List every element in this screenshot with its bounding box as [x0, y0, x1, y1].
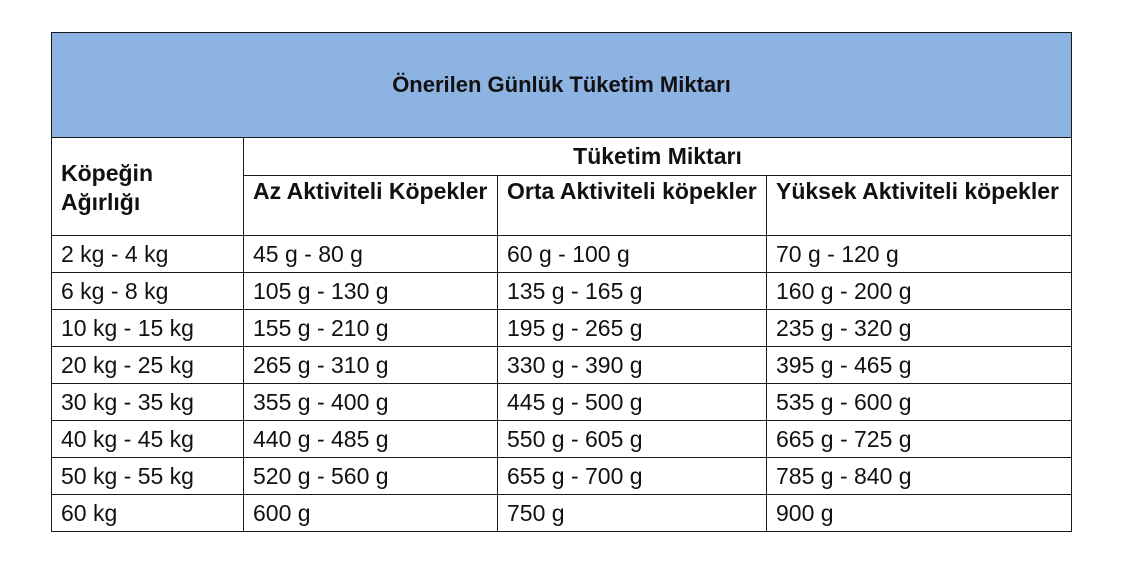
weight-cell: 6 kg - 8 kg: [52, 273, 244, 310]
low-activity-cell: 355 g - 400 g: [244, 384, 498, 421]
table-row: [52, 495, 1072, 532]
high-activity-cell: 535 g - 600 g: [767, 384, 1072, 421]
consumption-group-header: Tüketim Miktarı: [244, 138, 1072, 176]
header-row-1: [52, 138, 1072, 176]
medium-activity-cell: 135 g - 165 g: [498, 273, 767, 310]
medium-activity-cell: 655 g - 700 g: [498, 458, 767, 495]
consumption-table-wrapper: [51, 32, 1071, 532]
high-activity-cell: 160 g - 200 g: [767, 273, 1072, 310]
weight-cell: 40 kg - 45 kg: [52, 421, 244, 458]
medium-activity-cell: 445 g - 500 g: [498, 384, 767, 421]
consumption-table: [51, 32, 1072, 532]
low-activity-cell: 155 g - 210 g: [244, 310, 498, 347]
weight-cell: 60 kg: [52, 495, 244, 532]
low-activity-cell: 45 g - 80 g: [244, 236, 498, 273]
table-title: Önerilen Günlük Tüketim Miktarı: [52, 33, 1072, 138]
high-activity-cell: 665 g - 725 g: [767, 421, 1072, 458]
high-activity-cell: 235 g - 320 g: [767, 310, 1072, 347]
title-row: [52, 33, 1072, 138]
medium-activity-cell: 195 g - 265 g: [498, 310, 767, 347]
table-row: [52, 384, 1072, 421]
table-row: [52, 236, 1072, 273]
high-activity-cell: 900 g: [767, 495, 1072, 532]
weight-cell: 20 kg - 25 kg: [52, 347, 244, 384]
table-row: [52, 347, 1072, 384]
medium-activity-header: Orta Aktiviteli köpekler: [498, 176, 767, 236]
table-row: [52, 273, 1072, 310]
high-activity-cell: 70 g - 120 g: [767, 236, 1072, 273]
low-activity-cell: 440 g - 485 g: [244, 421, 498, 458]
low-activity-cell: 520 g - 560 g: [244, 458, 498, 495]
table-row: [52, 421, 1072, 458]
medium-activity-cell: 60 g - 100 g: [498, 236, 767, 273]
table-row: [52, 310, 1072, 347]
low-activity-cell: 265 g - 310 g: [244, 347, 498, 384]
high-activity-header: Yüksek Aktiviteli köpekler: [767, 176, 1072, 236]
high-activity-cell: 395 g - 465 g: [767, 347, 1072, 384]
medium-activity-cell: 330 g - 390 g: [498, 347, 767, 384]
weight-column-header: Köpeğin Ağırlığı: [52, 138, 244, 236]
medium-activity-cell: 550 g - 605 g: [498, 421, 767, 458]
weight-cell: 30 kg - 35 kg: [52, 384, 244, 421]
low-activity-header: Az Aktiviteli Köpekler: [244, 176, 498, 236]
weight-cell: 2 kg - 4 kg: [52, 236, 244, 273]
weight-cell: 50 kg - 55 kg: [52, 458, 244, 495]
medium-activity-cell: 750 g: [498, 495, 767, 532]
high-activity-cell: 785 g - 840 g: [767, 458, 1072, 495]
low-activity-cell: 105 g - 130 g: [244, 273, 498, 310]
low-activity-cell: 600 g: [244, 495, 498, 532]
table-row: [52, 458, 1072, 495]
weight-cell: 10 kg - 15 kg: [52, 310, 244, 347]
